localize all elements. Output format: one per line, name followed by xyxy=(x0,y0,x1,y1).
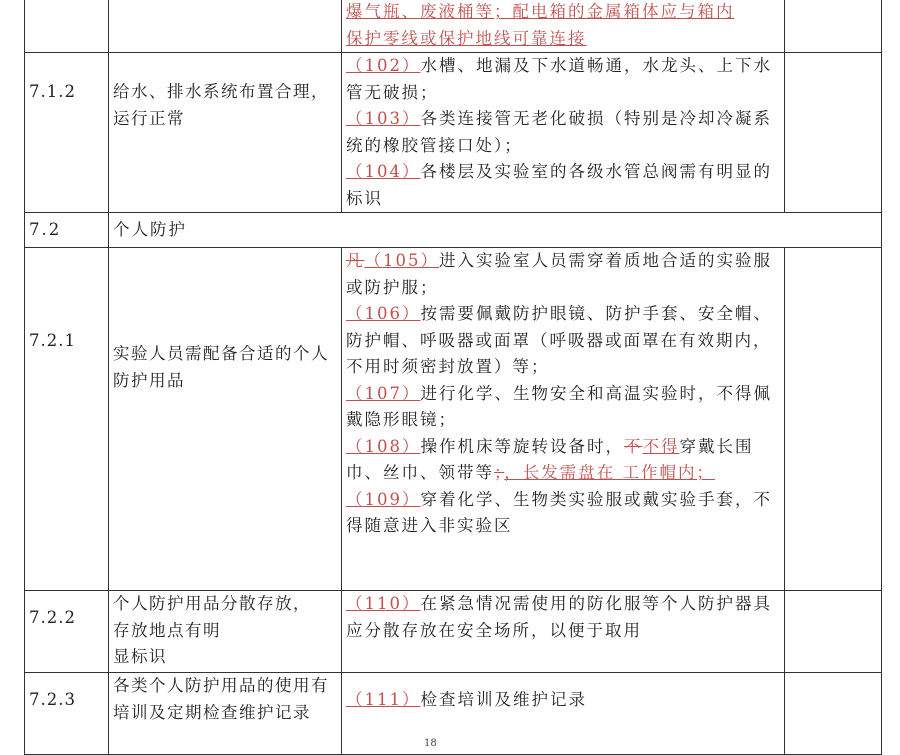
page-number: 18 xyxy=(424,738,437,749)
item-103: （103）各类连接管无老化破损（特别是冷却冷凝系统的橡胶管接口处）； xyxy=(346,109,772,155)
table-row xyxy=(25,0,882,53)
item-106: （106）按需要佩戴防护眼镜、防护手套、安全帽、防护帽、呼吸器或面罩（呼吸器或面罩在有效期内，不用时须密封放置）等； xyxy=(346,304,772,376)
code-cell: 7.1.2 xyxy=(25,53,109,213)
title-cell: 各类个人防护用品的使用有培训及定期检查维护记录 xyxy=(109,673,342,755)
content-cell xyxy=(342,673,785,755)
item-107: （107）进行化学、生物安全和高温实验时，不得佩戴隐形眼镜； xyxy=(346,383,772,429)
content-cell xyxy=(342,248,785,591)
table-row xyxy=(25,248,882,591)
title-cell: 实验人员需配备合适的个人防护用品 xyxy=(109,248,342,591)
remark-cell xyxy=(785,673,882,755)
item-105: 凡（105）进入实验室人员需穿着质地合适的实验服或防护服； xyxy=(346,251,772,297)
inserted-text: 保护零线或保护地线可靠连接 xyxy=(346,28,587,48)
title-cell xyxy=(109,0,342,53)
item-109: （109）穿着化学、生物类实验服或戴实验手套，不得随意进入非实验区 xyxy=(346,489,772,535)
remark-cell xyxy=(785,591,882,673)
section-title: 个人防护 xyxy=(109,213,882,248)
code-cell: 7.2.1 xyxy=(25,248,109,591)
inserted-text: 爆气瓶、废液桶等；配电箱的金属箱体应与箱内 xyxy=(346,2,735,21)
code-cell: 7.2.3 xyxy=(25,673,109,755)
title-cell: 个人防护用品分散存放， 存放地点有明 显标识 xyxy=(109,591,342,673)
table-row xyxy=(25,673,882,755)
content-cell xyxy=(342,0,785,53)
item-108: （108）操作机床等旋转设备时，不不得穿戴长围巾、丝巾、领带等；，长发需盘在 工作帽内； xyxy=(346,436,754,482)
table-row xyxy=(25,591,882,673)
item-110: （110）在紧急情况需使用的防化服等个人防护器具应分散存放在安全场所，以便于取用 xyxy=(346,594,772,640)
content-cell xyxy=(342,591,785,673)
item-104: （104）各楼层及实验室的各级水管总阀需有明显的标识 xyxy=(346,162,772,208)
code-cell: 7.2.2 xyxy=(25,591,109,673)
title-cell: 给水、排水系统布置合理，运行正常 xyxy=(109,53,342,213)
code-cell xyxy=(25,0,109,53)
remark-cell xyxy=(785,53,882,213)
remark-cell xyxy=(785,0,882,53)
item-102: （102）水槽、地漏及下水道畅通，水龙头、上下水管无破损； xyxy=(346,56,772,102)
content-cell xyxy=(342,53,785,213)
table-row xyxy=(25,53,882,213)
section-code: 7.2 xyxy=(25,213,109,248)
item-111: （111）检查培训及维护记录 xyxy=(346,690,587,709)
checklist-table xyxy=(24,0,882,755)
remark-cell xyxy=(785,248,882,591)
section-row xyxy=(25,213,882,248)
